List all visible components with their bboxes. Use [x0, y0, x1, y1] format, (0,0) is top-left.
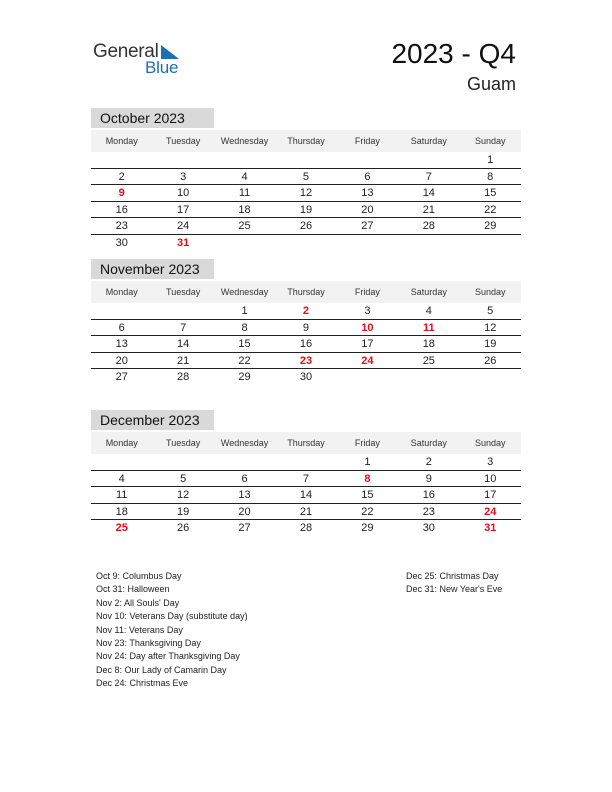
weekday-label: Thursday	[287, 438, 325, 448]
day-cell: 17	[177, 203, 190, 216]
weekday-label: Friday	[354, 287, 380, 297]
week-row	[91, 202, 521, 219]
holiday-note: Dec 31: New Year's Eve	[406, 584, 503, 595]
day-cell: 27	[238, 522, 251, 535]
day-cell: 11	[423, 321, 435, 334]
weekday-label: Tuesday	[166, 136, 201, 146]
weekday-label: Wednesday	[220, 438, 269, 448]
day-cell: 30	[299, 371, 313, 384]
day-cell: 23	[299, 354, 313, 367]
weekday-label: Saturday	[410, 136, 447, 146]
week-row	[91, 336, 521, 353]
empty-day-cell	[275, 152, 336, 168]
weekday-label: Sunday	[474, 438, 506, 448]
weekday-label: Sunday	[474, 287, 506, 297]
month-title: December 2023	[91, 410, 214, 430]
day-cell: 2	[118, 170, 125, 183]
day-cell: 19	[484, 338, 497, 351]
empty-day-cell	[275, 235, 336, 252]
weekday-label: Monday	[105, 438, 138, 448]
holiday-note: Dec 8: Our Lady of Camarin Day	[96, 664, 227, 675]
day-cell: 9	[302, 321, 310, 334]
day-cell: 19	[177, 505, 190, 518]
day-cell: 3	[180, 170, 187, 183]
holiday-note: Dec 25: Christmas Day	[406, 571, 499, 581]
day-cell: 8	[487, 170, 494, 183]
day-cell: 14	[422, 187, 435, 200]
day-cell: 15	[484, 187, 497, 200]
day-cell: 3	[487, 456, 494, 468]
day-cell: 20	[361, 203, 374, 216]
day-cell: 19	[299, 203, 313, 216]
empty-day-cell	[460, 235, 521, 252]
empty-day-cell	[398, 369, 459, 386]
week-row	[91, 471, 521, 488]
day-cell: 5	[487, 305, 494, 317]
week-row	[91, 454, 521, 471]
empty-day-cell	[337, 369, 398, 386]
holiday-note: Oct 9: Columbus Day	[96, 571, 182, 581]
day-cell: 7	[302, 472, 310, 485]
week-row	[91, 185, 521, 202]
day-cell: 13	[238, 489, 251, 502]
day-cell: 6	[118, 321, 125, 334]
day-cell: 8	[241, 321, 248, 334]
day-cell: 1	[487, 154, 494, 166]
day-cell: 18	[115, 505, 128, 518]
day-cell: 26	[177, 522, 190, 535]
day-cell: 29	[238, 371, 251, 384]
holiday-note: Nov 23: Thanksgiving Day	[96, 638, 201, 649]
day-cell: 14	[299, 489, 313, 502]
day-cell: 11	[238, 187, 251, 200]
day-cell: 9	[425, 472, 432, 485]
weekday-label: Wednesday	[220, 136, 269, 146]
day-cell: 23	[115, 220, 128, 233]
day-cell: 25	[115, 522, 128, 535]
weekday-label: Monday	[105, 136, 138, 146]
day-cell: 14	[177, 338, 190, 351]
weekday-label: Friday	[354, 438, 380, 448]
weekday-label: Wednesday	[220, 287, 269, 297]
day-cell: 24	[484, 505, 497, 518]
day-cell: 4	[425, 305, 432, 317]
week-row	[91, 504, 521, 521]
weekday-label: Friday	[354, 136, 380, 146]
logo-word-general: General	[93, 41, 159, 62]
empty-day-cell	[152, 303, 213, 319]
day-cell: 13	[115, 338, 128, 351]
day-cell: 7	[425, 170, 432, 183]
day-cell: 28	[422, 220, 435, 233]
month-december	[91, 410, 521, 537]
logo	[93, 41, 193, 77]
week-row	[91, 320, 521, 337]
day-cell: 12	[177, 489, 190, 502]
day-cell: 5	[302, 170, 310, 183]
day-cell: 31	[177, 236, 190, 249]
empty-day-cell	[152, 454, 213, 470]
day-cell: 17	[484, 489, 497, 502]
day-cell: 22	[361, 505, 374, 518]
day-cell: 30	[115, 236, 128, 249]
day-cell: 10	[361, 321, 374, 334]
empty-day-cell	[214, 152, 275, 168]
day-cell: 10	[177, 187, 190, 200]
month-october	[91, 108, 521, 252]
week-row	[91, 369, 521, 386]
day-cell: 11	[116, 489, 128, 502]
day-cell: 21	[299, 505, 313, 518]
weekday-label: Sunday	[474, 136, 506, 146]
holiday-note: Nov 24: Day after Thanksgiving Day	[96, 651, 240, 662]
day-cell: 27	[361, 220, 374, 233]
day-cell: 20	[115, 354, 128, 367]
page-title: 2023 - Q4	[391, 38, 516, 69]
day-cell: 28	[177, 371, 190, 384]
day-cell: 27	[115, 371, 128, 384]
week-row	[91, 235, 521, 252]
day-cell: 6	[241, 472, 248, 485]
day-cell: 4	[241, 170, 248, 183]
day-cell: 9	[118, 187, 125, 200]
holiday-note: Dec 24: Christmas Eve	[96, 678, 189, 689]
day-cell: 10	[484, 472, 497, 485]
triangle-flag-icon	[161, 45, 179, 59]
day-cell: 29	[484, 220, 497, 233]
day-cell: 18	[422, 338, 435, 351]
weekday-header	[91, 281, 521, 303]
day-cell: 26	[484, 354, 497, 367]
day-cell: 24	[177, 220, 190, 233]
day-cell: 16	[422, 489, 435, 502]
day-cell: 18	[238, 203, 251, 216]
month-november	[91, 259, 521, 386]
empty-day-cell	[398, 152, 459, 168]
day-cell: 28	[299, 522, 313, 535]
day-cell: 13	[361, 187, 374, 200]
week-row	[91, 218, 521, 235]
day-cell: 16	[299, 338, 313, 351]
day-cell: 15	[238, 338, 251, 351]
holiday-notes-left	[96, 570, 248, 691]
weekday-header	[91, 432, 521, 454]
day-cell: 12	[299, 187, 313, 200]
day-cell: 8	[364, 472, 371, 485]
day-cell: 22	[238, 354, 251, 367]
day-cell: 25	[238, 220, 251, 233]
empty-day-cell	[214, 235, 275, 252]
day-cell: 24	[361, 354, 374, 367]
day-cell: 21	[177, 354, 190, 367]
day-cell: 5	[180, 472, 187, 485]
day-cell: 23	[422, 505, 435, 518]
day-cell: 2	[302, 305, 310, 317]
weekday-label: Tuesday	[166, 287, 201, 297]
day-cell: 1	[241, 305, 248, 317]
week-row	[91, 487, 521, 504]
day-cell: 30	[422, 522, 435, 535]
empty-day-cell	[91, 152, 152, 168]
empty-day-cell	[460, 369, 521, 386]
day-cell: 21	[422, 203, 435, 216]
day-cell: 1	[364, 456, 371, 468]
weekday-label: Thursday	[287, 287, 325, 297]
holiday-note: Nov 10: Veterans Day (substitute day)	[96, 611, 248, 622]
empty-day-cell	[91, 303, 152, 319]
empty-day-cell	[152, 152, 213, 168]
weekday-label: Monday	[105, 287, 138, 297]
holiday-note: Nov 2: All Souls' Day	[96, 597, 180, 608]
weekday-label: Saturday	[410, 287, 447, 297]
empty-day-cell	[275, 454, 336, 470]
day-cell: 7	[180, 321, 187, 334]
day-cell: 17	[361, 338, 374, 351]
day-cell: 16	[115, 203, 128, 216]
holiday-notes-right	[406, 570, 502, 597]
month-title: November 2023	[91, 259, 214, 279]
empty-day-cell	[398, 235, 459, 252]
weekday-label: Thursday	[287, 136, 325, 146]
day-cell: 25	[422, 354, 435, 367]
empty-day-cell	[337, 152, 398, 168]
region-label: Guam	[466, 74, 516, 94]
day-cell: 29	[361, 522, 374, 535]
day-cell: 31	[484, 522, 497, 535]
empty-day-cell	[214, 454, 275, 470]
weekday-label: Saturday	[410, 438, 447, 448]
day-cell: 4	[118, 472, 125, 485]
week-row	[91, 303, 521, 320]
day-cell: 26	[299, 220, 313, 233]
day-cell: 22	[484, 203, 497, 216]
holiday-note: Oct 31: Halloween	[96, 584, 170, 595]
day-cell: 6	[364, 170, 371, 183]
holiday-note: Nov 11: Veterans Day	[96, 624, 183, 635]
empty-day-cell	[337, 235, 398, 252]
logo-word-blue: Blue	[145, 58, 179, 77]
month-title: October 2023	[91, 108, 214, 128]
weekday-header	[91, 130, 521, 152]
weekday-label: Tuesday	[166, 438, 201, 448]
day-cell: 12	[484, 321, 497, 334]
week-row	[91, 520, 521, 537]
day-cell: 2	[425, 456, 432, 468]
day-cell: 3	[364, 305, 371, 317]
day-cell: 15	[361, 489, 374, 502]
week-row	[91, 169, 521, 186]
day-cell: 20	[238, 505, 251, 518]
empty-day-cell	[91, 454, 152, 470]
week-row	[91, 152, 521, 169]
week-row	[91, 353, 521, 370]
